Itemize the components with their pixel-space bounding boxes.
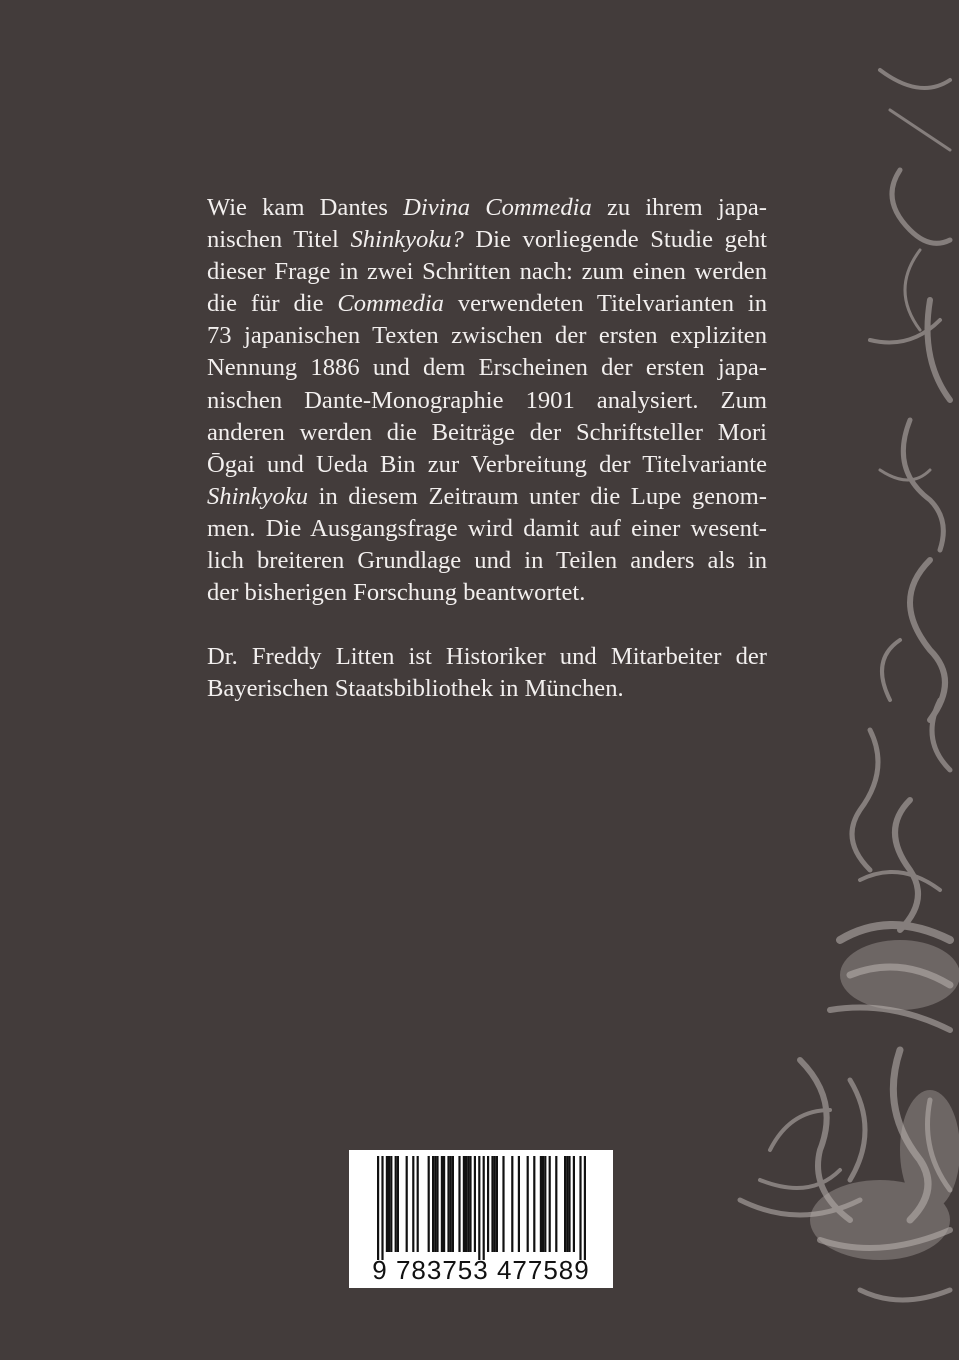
bio-line bbox=[207, 673, 767, 705]
barcode-bar bbox=[406, 1156, 408, 1252]
text-segment: Dr. Freddy Litten ist Historiker und Mitarbeiter der bbox=[207, 643, 767, 671]
text-segment: verwendeten Titelvarianten in bbox=[443, 290, 767, 318]
isbn-barcode bbox=[349, 1150, 613, 1288]
barcode-bars bbox=[349, 1150, 613, 1262]
barcode-bar bbox=[564, 1156, 566, 1252]
barcode-bar bbox=[390, 1156, 392, 1252]
barcode-bar bbox=[381, 1156, 383, 1260]
text-segment: lich breiteren Grundlage und in Teilen anders als in bbox=[207, 547, 767, 575]
barcode-bar bbox=[397, 1156, 399, 1252]
barcode-bar bbox=[555, 1156, 557, 1252]
barcode-bar bbox=[388, 1156, 390, 1252]
barcode-bar bbox=[487, 1156, 489, 1252]
barcode-bar bbox=[428, 1156, 430, 1252]
barcode-bar bbox=[452, 1156, 454, 1252]
text-segment: Ōgai und Ueda Bin zur Verbreitung der Titelvariante bbox=[207, 450, 767, 478]
text-segment: in diesem Zeitraum unter die Lupe genom- bbox=[308, 482, 767, 510]
barcode-bar bbox=[573, 1156, 575, 1252]
barcode-bar bbox=[542, 1156, 544, 1252]
text-segment: anderen werden die Beiträge der Schriftsteller Mori bbox=[207, 418, 767, 446]
description-line bbox=[207, 192, 767, 224]
barcode-bar bbox=[417, 1156, 419, 1252]
barcode-bar bbox=[474, 1156, 476, 1252]
barcode-bar bbox=[434, 1156, 436, 1252]
barcode-bar bbox=[527, 1156, 529, 1252]
barcode-bar bbox=[441, 1156, 443, 1252]
text-segment: 73 japanischen Texten zwischen der ersten expliziten bbox=[207, 322, 767, 350]
barcode-bar bbox=[544, 1156, 546, 1252]
description-line bbox=[207, 320, 767, 352]
barcode-bar bbox=[579, 1156, 581, 1260]
barcode-bar bbox=[549, 1156, 551, 1252]
description-line bbox=[207, 288, 767, 320]
italic-title-text: Shinkyoku? bbox=[350, 226, 464, 254]
barcode-number: 9 783753 477589 bbox=[372, 1255, 590, 1285]
barcode-bar bbox=[447, 1156, 449, 1252]
barcode-bar bbox=[566, 1156, 568, 1252]
barcode-bar bbox=[412, 1156, 414, 1252]
barcode-bar bbox=[496, 1156, 498, 1252]
barcode-bar bbox=[386, 1156, 388, 1252]
barcode-bar bbox=[458, 1156, 460, 1252]
barcode-bar bbox=[432, 1156, 434, 1252]
barcode-bar bbox=[443, 1156, 445, 1252]
barcode-bar bbox=[568, 1156, 570, 1252]
text-segment: Wie kam Dantes bbox=[207, 194, 404, 221]
barcode-bar bbox=[436, 1156, 438, 1252]
italic-title-text: Shinkyoku bbox=[207, 482, 309, 510]
description-line bbox=[207, 449, 767, 481]
description-line bbox=[207, 256, 767, 288]
barcode-bar bbox=[465, 1156, 467, 1252]
text-segment: die für die bbox=[207, 290, 338, 318]
author-bio bbox=[207, 641, 767, 705]
barcode-bar bbox=[518, 1156, 520, 1252]
description-line bbox=[207, 385, 767, 417]
text-segment: Bayerischen Staatsbibliothek in München. bbox=[207, 675, 624, 703]
description-line bbox=[207, 545, 767, 577]
description-line bbox=[207, 577, 767, 609]
description-line bbox=[207, 417, 767, 449]
text-segment: Die vorliegende Studie geht bbox=[463, 226, 767, 254]
barcode-bar bbox=[491, 1156, 493, 1252]
text-segment: Nennung 1886 und dem Erscheinen der ersten japa- bbox=[207, 354, 767, 382]
barcode-bar bbox=[450, 1156, 452, 1252]
barcode-bar bbox=[584, 1156, 586, 1260]
text-segment: nischen Dante-Monographie 1901 analysiert. Zum bbox=[207, 386, 767, 414]
barcode-bar bbox=[478, 1156, 480, 1260]
barcode-bar bbox=[469, 1156, 471, 1252]
text-segment: men. Die Ausgangsfrage wird damit auf einer wesent- bbox=[207, 514, 767, 542]
book-description bbox=[207, 192, 767, 609]
barcode-bar bbox=[395, 1156, 397, 1252]
barcode-bar bbox=[494, 1156, 496, 1252]
barcode-bar bbox=[502, 1156, 504, 1252]
description-line bbox=[207, 513, 767, 545]
description-line bbox=[207, 224, 767, 256]
text-segment: der bisherigen Forschung beantwortet. bbox=[207, 579, 586, 607]
barcode-bar bbox=[511, 1156, 513, 1252]
barcode-bar bbox=[467, 1156, 469, 1252]
barcode-bar bbox=[483, 1156, 485, 1260]
bio-line bbox=[207, 641, 767, 673]
text-segment: zu ihrem japa- bbox=[591, 194, 767, 221]
description-line bbox=[207, 481, 767, 513]
barcode-bar bbox=[463, 1156, 465, 1252]
italic-title-text: Commedia bbox=[337, 290, 444, 318]
barcode-bar bbox=[540, 1156, 542, 1252]
text-segment: dieser Frage in zwei Schritten nach: zum einen werden bbox=[207, 258, 767, 286]
text-segment: nischen Titel bbox=[207, 226, 351, 254]
barcode-bar bbox=[377, 1156, 379, 1260]
barcode-bar bbox=[533, 1156, 535, 1252]
description-line bbox=[207, 352, 767, 384]
italic-title-text: Divina Commedia bbox=[403, 194, 592, 221]
